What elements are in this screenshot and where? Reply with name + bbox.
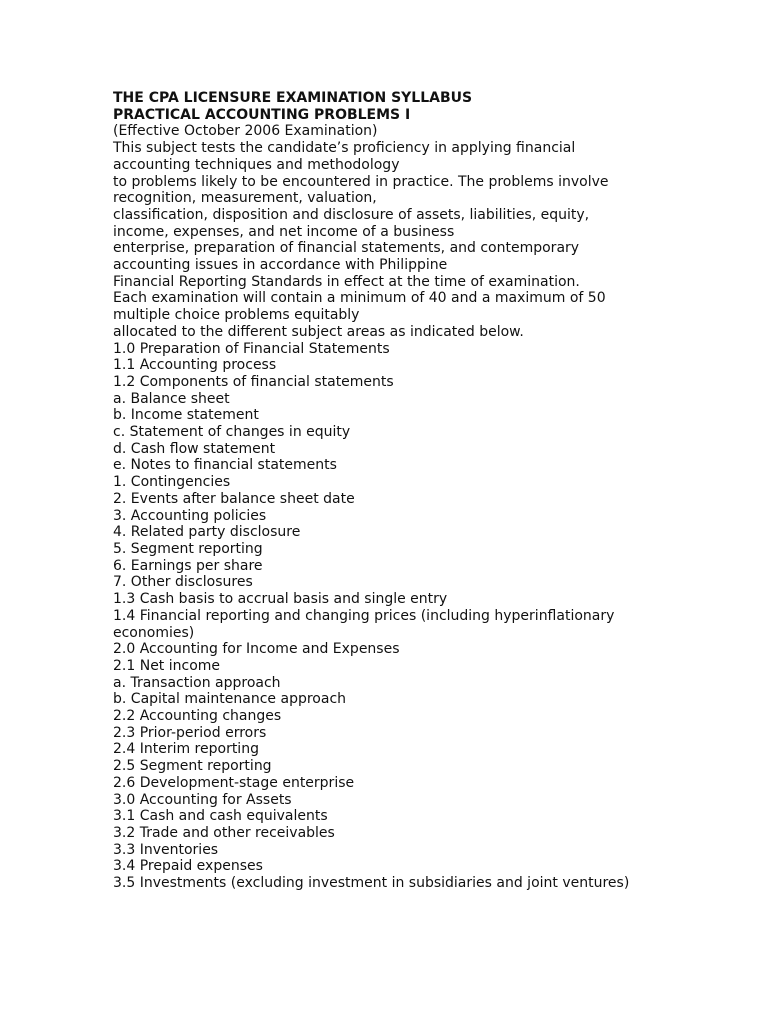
text-line: 2.2 Accounting changes (113, 708, 282, 725)
text-line: to problems likely to be encountered in practice. The problems involve (113, 173, 609, 190)
title-line: PRACTICAL ACCOUNTING PROBLEMS I (113, 106, 411, 123)
text-line: 1.4 Financial reporting and changing prices (including hyperinflationary (113, 607, 615, 624)
text-line: 3.0 Accounting for Assets (113, 791, 292, 808)
text-line: 1.0 Preparation of Financial Statements (113, 340, 390, 357)
text-line: a. Balance sheet (113, 390, 230, 407)
text-line: 2.6 Development-stage enterprise (113, 774, 355, 791)
text-line: allocated to the different subject areas as indicated below. (113, 323, 524, 340)
text-line: 2.4 Interim reporting (113, 741, 259, 758)
title-line: THE CPA LICENSURE EXAMINATION SYLLABUS (113, 90, 473, 106)
text-line: 2.3 Prior-period errors (113, 724, 267, 741)
text-line: a. Transaction approach (113, 674, 281, 691)
text-line: enterprise, preparation of financial statements, and contemporary (113, 240, 580, 257)
text-line: 2.0 Accounting for Income and Expenses (113, 641, 400, 658)
text-line: accounting techniques and methodology (113, 156, 400, 173)
text-line: 2. Events after balance sheet date (113, 490, 355, 507)
text-line: d. Cash flow statement (113, 440, 276, 457)
text-line: 6. Earnings per share (113, 557, 263, 574)
text-line: 1.2 Components of financial statements (113, 373, 394, 390)
text-line: 3.2 Trade and other receivables (113, 824, 335, 841)
text-line: c. Statement of changes in equity (113, 424, 351, 441)
text-line: (Effective October 2006 Examination) (113, 123, 378, 140)
text-line: b. Income statement (113, 407, 259, 424)
text-line: 3. Accounting policies (113, 507, 267, 524)
text-line: 3.1 Cash and cash equivalents (113, 808, 328, 825)
document-page (113, 90, 653, 892)
text-line: 5. Segment reporting (113, 540, 263, 557)
text-line: recognition, measurement, valuation, (113, 190, 377, 207)
text-line: 3.5 Investments (excluding investment in subsidiaries and joint ventures) (113, 875, 630, 892)
text-line: 2.1 Net income (113, 657, 221, 674)
text-line: 1.3 Cash basis to accrual basis and single entry (113, 591, 448, 608)
text-line: 1.1 Accounting process (113, 357, 277, 374)
text-line: 4. Related party disclosure (113, 524, 301, 541)
text-line: 7. Other disclosures (113, 574, 253, 591)
text-line: classification, disposition and disclosure of assets, liabilities, equity, (113, 206, 590, 223)
text-line: 3.3 Inventories (113, 841, 219, 858)
text-line: 3.4 Prepaid expenses (113, 858, 263, 875)
text-line: Each examination will contain a minimum of 40 and a maximum of 50 (113, 290, 606, 307)
text-line: e. Notes to financial statements (113, 457, 337, 474)
text-line: income, expenses, and net income of a business (113, 223, 455, 240)
text-line: multiple choice problems equitably (113, 307, 360, 324)
text-line: 2.5 Segment reporting (113, 758, 272, 775)
text-line: 1. Contingencies (113, 474, 231, 491)
text-line: This subject tests the candidate’s proficiency in applying financial (113, 140, 576, 157)
text-line: accounting issues in accordance with Philippine (113, 257, 448, 274)
document-body (113, 123, 653, 891)
text-line: b. Capital maintenance approach (113, 691, 347, 708)
document-title (113, 90, 653, 123)
text-line: economies) (113, 624, 195, 641)
text-line: Financial Reporting Standards in effect at the time of examination. (113, 273, 580, 290)
